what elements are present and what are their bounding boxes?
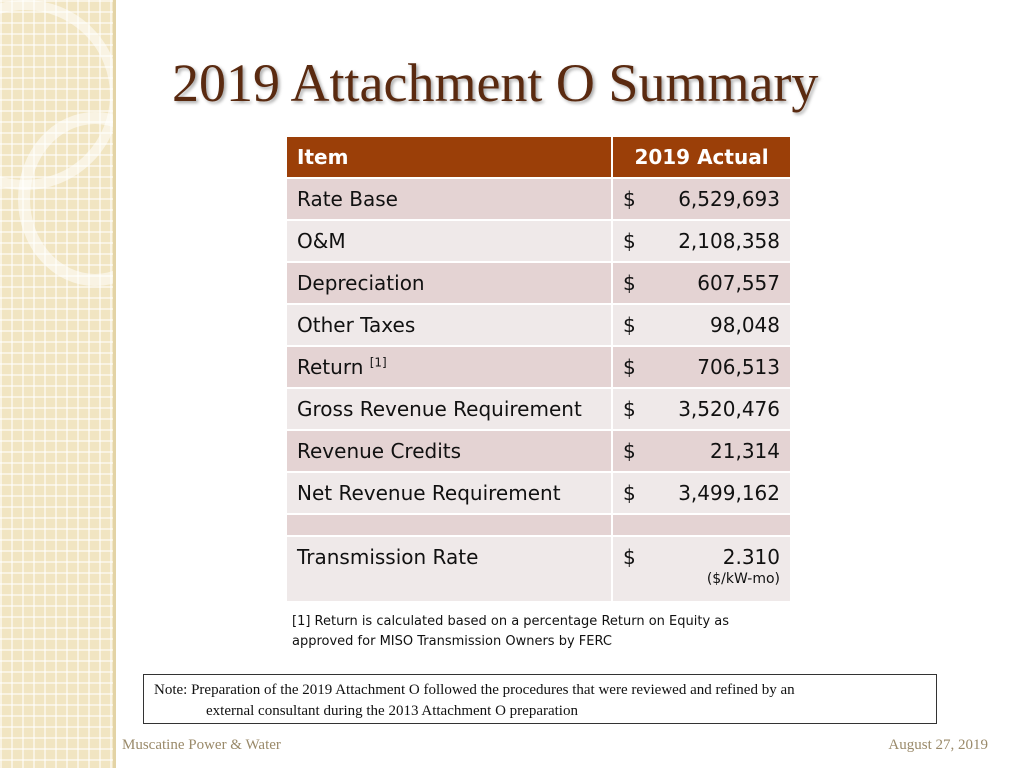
footer-date: August 27, 2019 [888,737,988,753]
row-item: Net Revenue Requirement [287,471,611,513]
table-row [287,471,790,513]
amount: 2.310 [722,545,780,569]
currency-symbol: $ [623,481,636,505]
row-item [287,345,611,387]
amount: 6,529,693 [678,187,780,211]
table-row [287,219,790,261]
row-value [611,471,790,513]
currency-symbol: $ [623,271,636,295]
decorative-ring [18,112,172,286]
table-row [287,345,790,387]
footnote-reference: [1] [369,355,387,370]
row-value [611,345,790,387]
amount: 98,048 [710,313,780,337]
currency-symbol: $ [623,355,636,379]
amount: 607,557 [697,271,780,295]
note-line: Note: Preparation of the 2019 Attachment O followed the procedures that were reviewed and refined by an [154,682,795,698]
amount: 21,314 [710,439,780,463]
row-value [611,219,790,261]
currency-symbol: $ [623,439,636,463]
note-line: external consultant during the 2013 Attachment O preparation [206,703,578,719]
table-spacer-row [287,513,790,535]
note-box [143,674,937,724]
row-value [611,177,790,219]
header-2019-actual: 2019 Actual [611,137,790,177]
empty-cell [287,513,611,535]
header-item: Item [287,137,611,177]
row-item: Transmission Rate [287,535,611,601]
slide-title: 2019 Attachment O Summary [172,53,819,113]
summary-table [287,137,790,601]
row-item: Rate Base [287,177,611,219]
row-item: Other Taxes [287,303,611,345]
currency-symbol: $ [623,313,636,337]
table-row [287,387,790,429]
row-item: Gross Revenue Requirement [287,387,611,429]
table-row [287,177,790,219]
table-row [287,429,790,471]
sidebar-edge [113,0,116,768]
row-value [611,303,790,345]
table-row [287,261,790,303]
currency-symbol: $ [623,187,636,211]
amount: 706,513 [697,355,780,379]
currency-symbol: $ [623,545,636,569]
row-value [611,387,790,429]
row-item: Revenue Credits [287,429,611,471]
footnote-line: approved for MISO Transmission Owners by FERC [292,634,612,649]
table-row [287,303,790,345]
footnote-line: [1] Return is calculated based on a percentage Return on Equity as [292,614,730,629]
row-value [611,535,790,601]
row-value [611,261,790,303]
footnote [292,612,762,652]
currency-symbol: $ [623,229,636,253]
currency-symbol: $ [623,397,636,421]
decorative-sidebar [0,0,113,768]
transmission-rate-row [287,535,790,601]
row-value [611,429,790,471]
footer-organization: Muscatine Power & Water [122,737,281,753]
row-item: O&M [287,219,611,261]
row-item-label: Return [297,355,364,379]
amount: 3,520,476 [678,397,780,421]
amount: 2,108,358 [678,229,780,253]
amount: 3,499,162 [678,481,780,505]
empty-cell [611,513,790,535]
table-header-row [287,137,790,177]
row-item: Depreciation [287,261,611,303]
rate-unit: ($/kW-mo) [706,571,780,587]
